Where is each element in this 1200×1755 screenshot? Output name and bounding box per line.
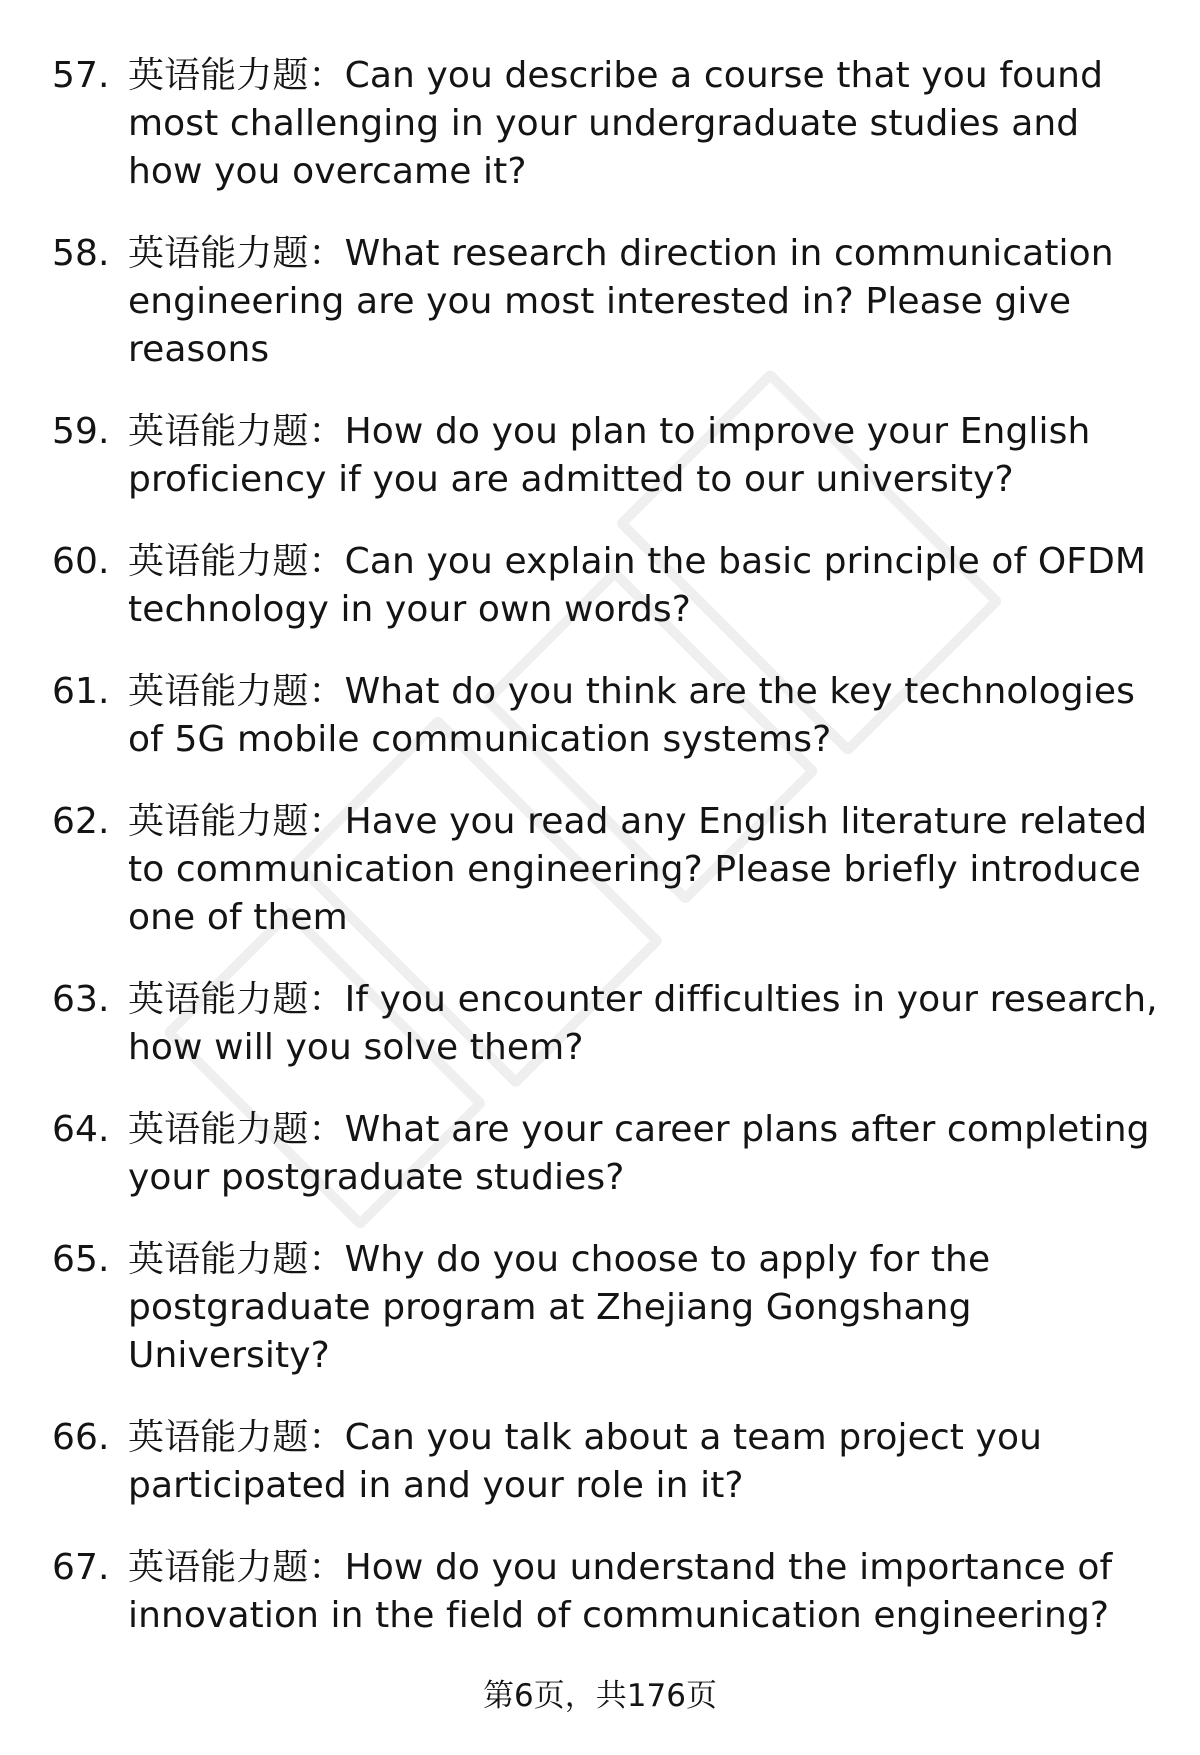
question-text: 英语能力题：What research direction in communication engineering are you most interested in? Please give reasons (128, 233, 1114, 370)
question-item (0, 1236, 1200, 1380)
question-number: 61. (52, 671, 110, 712)
question-text: 英语能力题：Have you read any English literature related to communication engineering? Please briefly introduce one of them (128, 801, 1148, 938)
question-number: 67. (52, 1547, 110, 1588)
question-text: 英语能力题：If you encounter difficulties in your research, how will you solve them? (128, 979, 1158, 1068)
question-text: 英语能力题：How do you understand the importance of innovation in the field of communication engineering? (128, 1547, 1113, 1636)
question-item (0, 1106, 1200, 1202)
question-number: 58. (52, 233, 110, 274)
question-item (0, 538, 1200, 634)
question-number: 60. (52, 541, 110, 582)
question-item (0, 1414, 1200, 1510)
question-item (0, 408, 1200, 504)
question-number: 65. (52, 1239, 110, 1280)
question-text: 英语能力题：Why do you choose to apply for the postgraduate program at Zhejiang Gongshang University? (128, 1239, 991, 1376)
question-number: 66. (52, 1417, 110, 1458)
question-item (0, 52, 1200, 196)
question-text: 英语能力题：Can you describe a course that you found most challenging in your undergraduate studies and how you overcame it? (128, 55, 1104, 192)
question-item (0, 668, 1200, 764)
question-number: 59. (52, 411, 110, 452)
question-text: 英语能力题：Can you explain the basic principle of OFDM technology in your own words? (128, 541, 1147, 630)
question-list (0, 52, 1200, 1674)
question-item (0, 798, 1200, 942)
question-text: 英语能力题：Can you talk about a team project you participated in and your role in it? (128, 1417, 1043, 1506)
page-footer: 第6页，共176页 (483, 1678, 717, 1714)
question-text: 英语能力题：What are your career plans after completing your postgraduate studies? (128, 1109, 1150, 1198)
question-text: 英语能力题：What do you think are the key technologies of 5G mobile communication systems? (128, 671, 1135, 760)
question-item (0, 976, 1200, 1072)
question-number: 62. (52, 801, 110, 842)
question-number: 57. (52, 55, 110, 96)
question-text: 英语能力题：How do you plan to improve your English proficiency if you are admitted to our university? (128, 411, 1091, 500)
question-number: 63. (52, 979, 110, 1020)
question-item (0, 1544, 1200, 1640)
question-item (0, 230, 1200, 374)
question-number: 64. (52, 1109, 110, 1150)
